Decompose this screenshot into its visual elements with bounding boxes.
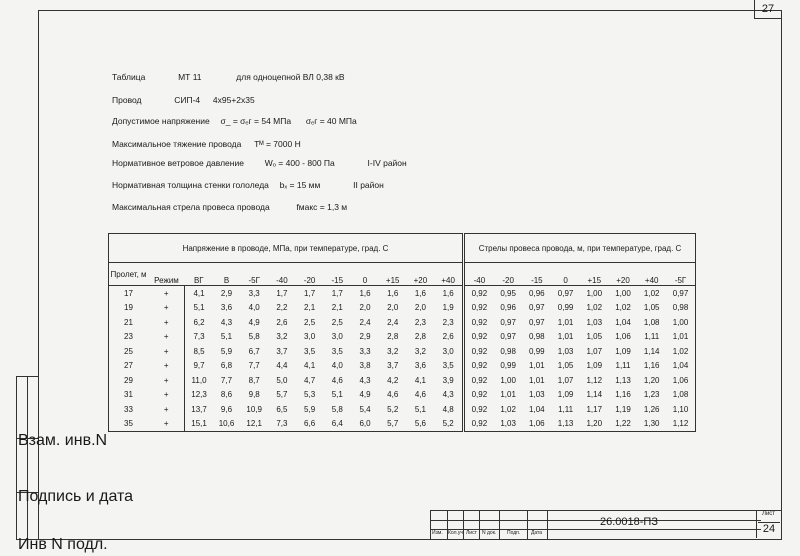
mode-cell: +	[163, 346, 169, 356]
mode-cell: +	[163, 419, 169, 429]
sag-cell: 1,00	[615, 288, 631, 298]
sag-cell: 0,98	[672, 303, 689, 313]
table-description: для одноцепной ВЛ 0,38 кВ	[236, 72, 345, 82]
sag-column-header: 0	[551, 263, 580, 286]
sag-cell: 0,95	[500, 288, 516, 298]
stress-cell: 3,0	[331, 332, 343, 342]
stress-cell: 5,6	[414, 419, 426, 429]
mode-cell: +	[163, 317, 169, 327]
stress-cell: 4,3	[220, 317, 233, 327]
sag-cell: 0,97	[672, 288, 689, 298]
stress-cell: 5,1	[220, 332, 233, 342]
stress-cell: 6,2	[185, 315, 213, 330]
sag-cell: 1,03	[500, 419, 516, 429]
data-table	[108, 233, 696, 432]
stress-cell: 2,5	[304, 317, 316, 327]
stress-cell: 4,7	[304, 375, 316, 385]
stress-cell: 11,0	[185, 373, 213, 388]
wind-region: I-IV район	[367, 158, 407, 168]
stress-column-header: +20	[407, 263, 435, 286]
stress-cell: 3,2	[276, 332, 288, 342]
sag-cell: 1,09	[586, 361, 603, 371]
span-cell: 25	[109, 344, 149, 359]
stress-cell: 7,3	[276, 419, 288, 429]
stress-column-header: -40	[268, 263, 296, 286]
stress-cell: 5,2	[442, 419, 454, 429]
stress-cell: 3,2	[414, 346, 426, 356]
stress-cell: 4,0	[331, 361, 343, 371]
sag-cell: 0,97	[500, 332, 516, 342]
sag-cell: 1,30	[643, 419, 660, 429]
sag-cell: 1,01	[557, 317, 574, 327]
sag-cell: 0,98	[500, 346, 516, 356]
sag-cell: 1,01	[529, 375, 545, 385]
stress-value-2: σₑг = 40 МПа	[305, 116, 357, 126]
sag-cell: 0,97	[557, 288, 574, 298]
stress-cell: 3,7	[387, 361, 399, 371]
stress-cell: 3,3	[248, 288, 260, 298]
stamp-label: Лист	[466, 530, 477, 536]
table-id: МТ 11	[178, 72, 202, 82]
stress-cell: 2,0	[387, 303, 399, 313]
wire-type: СИП-4	[174, 95, 201, 105]
stress-cell: 3,0	[442, 346, 454, 356]
tension-label: Максимальное тяжение провода	[112, 139, 242, 149]
stress-cell: 3,5	[331, 346, 343, 356]
stress-group-title: Напряжение в проводе, МПа, при температуре, град. С	[109, 234, 464, 263]
sag-cell: 1,10	[672, 404, 689, 414]
stress-cell: 1,7	[331, 288, 343, 298]
stress-cell: 5,8	[248, 332, 260, 342]
table-row	[109, 286, 696, 301]
sag-cell: 1,05	[643, 303, 660, 313]
span-cell: 23	[109, 330, 149, 345]
sag-cell: 0,96	[529, 288, 545, 298]
sag-cell: 1,14	[586, 390, 603, 400]
sag-cell: 1,08	[643, 317, 660, 327]
sag-cell: 1,04	[615, 317, 631, 327]
span-cell: 17	[109, 286, 149, 301]
sag-column-header: -5Г	[666, 263, 695, 286]
side-signature-date: Подпись и дата	[18, 488, 134, 505]
sag-cell: 1,01	[557, 332, 574, 342]
sag-cell: 1,09	[615, 346, 631, 356]
stress-cell: 4,6	[414, 390, 426, 400]
stress-cell: 1,6	[414, 288, 426, 298]
stress-cell: 2,0	[359, 303, 371, 313]
mode-cell: +	[163, 361, 169, 371]
table-row	[109, 315, 696, 330]
sag-cell: 1,01	[500, 390, 516, 400]
stress-cell: 2,9	[359, 332, 371, 342]
stress-cell: 8,7	[248, 375, 260, 385]
sag-cell: 1,02	[672, 346, 689, 356]
stress-column-header: -15	[323, 263, 351, 286]
stress-cell: 3,6	[414, 361, 426, 371]
span-cell: 27	[109, 359, 149, 374]
stress-cell: 4,9	[248, 317, 260, 327]
sag-cell: 1,08	[672, 390, 689, 400]
table-row	[109, 417, 696, 432]
stress-cell: 9,6	[220, 404, 233, 414]
table-row	[109, 359, 696, 374]
stress-cell: 3,9	[442, 375, 454, 385]
header-sag-line	[112, 202, 347, 212]
stress-cell: 2,3	[414, 317, 426, 327]
sag-cell: 0,92	[464, 402, 494, 417]
stamp-label: Подп.	[507, 530, 521, 536]
stress-cell: 3,8	[359, 361, 371, 371]
sag-column-header: +40	[637, 263, 666, 286]
span-cell: 33	[109, 402, 149, 417]
stress-cell: 2,6	[442, 332, 454, 342]
stress-cell: 10,9	[246, 404, 262, 414]
mode-cell: +	[163, 332, 169, 342]
stress-cell: 4,2	[387, 375, 399, 385]
table-column-header-row	[109, 263, 696, 286]
stress-label: Допустимое напряжение	[112, 116, 210, 126]
stress-value-1: σ_ = σₑг = 54 МПа	[220, 116, 292, 126]
sag-group-title: Стрелы провеса провода, м, при температуре, град. С	[464, 234, 696, 263]
sag-cell: 1,05	[586, 332, 603, 342]
sag-cell: 0,97	[500, 317, 516, 327]
header-table-line	[112, 72, 345, 82]
table-row	[109, 373, 696, 388]
sag-cell: 1,02	[615, 303, 631, 313]
sag-label: Максимальная стрела провеса провода	[112, 202, 270, 212]
sag-cell: 1,23	[643, 390, 660, 400]
stress-cell: 12,1	[246, 419, 262, 429]
stress-cell: 4,0	[248, 303, 260, 313]
wind-value: Wₒ = 400 - 800 Па	[264, 158, 335, 168]
sag-cell: 1,03	[586, 317, 603, 327]
stress-cell: 5,0	[276, 375, 288, 385]
stress-cell: 7,7	[248, 361, 260, 371]
stress-cell: 2,6	[276, 317, 288, 327]
stress-cell: 5,1	[185, 301, 213, 316]
stress-cell: 5,9	[220, 346, 233, 356]
stress-column-header: -5Г	[240, 263, 268, 286]
span-header: Пролет, м	[109, 263, 149, 286]
stress-cell: 5,1	[331, 390, 343, 400]
sag-cell: 1,03	[557, 346, 574, 356]
span-cell: 21	[109, 315, 149, 330]
mode-cell: +	[163, 404, 169, 414]
stress-cell: 2,1	[331, 303, 343, 313]
stress-cell: 3,5	[442, 361, 454, 371]
stress-cell: 2,9	[220, 288, 233, 298]
stress-cell: 5,9	[304, 404, 316, 414]
stress-column-header: 0	[351, 263, 379, 286]
stress-cell: 3,7	[276, 346, 288, 356]
sag-cell: 0,97	[529, 317, 545, 327]
wind-label: Нормативное ветровое давление	[112, 158, 244, 168]
table-row	[109, 330, 696, 345]
stress-cell: 2,5	[331, 317, 343, 327]
mode-cell: +	[163, 390, 169, 400]
wire-label: Провод	[112, 95, 142, 105]
sag-cell: 0,92	[464, 344, 494, 359]
stress-cell: 2,3	[442, 317, 454, 327]
stress-cell: 1,7	[304, 288, 316, 298]
stress-cell: 2,2	[276, 303, 288, 313]
stamp-label: Изм.	[432, 530, 443, 536]
header-wire-line	[112, 95, 255, 105]
sag-cell: 1,07	[586, 346, 603, 356]
sag-cell: 1,13	[557, 419, 574, 429]
sag-cell: 0,92	[464, 315, 494, 330]
stress-cell: 6,5	[276, 404, 288, 414]
stress-cell: 4,6	[387, 390, 399, 400]
sag-cell: 1,02	[586, 303, 603, 313]
stress-cell: 4,1	[185, 286, 213, 301]
stress-cell: 6,0	[359, 419, 371, 429]
mode-header: Режим	[148, 263, 185, 286]
stress-cell: 2,8	[387, 332, 399, 342]
stress-cell: 5,7	[387, 419, 399, 429]
stress-cell: 4,1	[304, 361, 316, 371]
table-group-header-row	[109, 234, 696, 263]
sag-cell: 1,17	[586, 404, 603, 414]
stress-cell: 3,0	[304, 332, 316, 342]
table-row	[109, 388, 696, 403]
stress-cell: 5,1	[414, 404, 426, 414]
stress-cell: 8,6	[220, 390, 233, 400]
stress-cell: 5,3	[304, 390, 316, 400]
stress-cell: 1,6	[442, 288, 454, 298]
sag-cell: 1,13	[615, 375, 631, 385]
table-row	[109, 301, 696, 316]
sag-cell: 1,12	[586, 375, 603, 385]
sag-cell: 0,92	[464, 301, 494, 316]
stress-cell: 5,8	[331, 404, 343, 414]
sag-column-header: -15	[522, 263, 551, 286]
stress-cell: 4,3	[359, 375, 371, 385]
stress-column-header: ВГ	[185, 263, 213, 286]
mode-cell: +	[163, 288, 169, 298]
sag-cell: 1,01	[529, 361, 545, 371]
stress-cell: 1,7	[276, 288, 288, 298]
sag-cell: 1,05	[557, 361, 574, 371]
sheet-label: Лист	[762, 511, 776, 517]
sag-cell: 1,02	[500, 404, 516, 414]
span-cell: 31	[109, 388, 149, 403]
stress-cell: 4,1	[414, 375, 426, 385]
sag-cell: 1,03	[529, 390, 545, 400]
ice-value: bₓ = 15 мм	[279, 180, 321, 190]
stress-cell: 8,5	[185, 344, 213, 359]
sag-cell: 1,22	[615, 419, 631, 429]
sag-column-header: +15	[580, 263, 609, 286]
sag-cell: 1,06	[529, 419, 545, 429]
sag-cell: 0,92	[464, 388, 494, 403]
stress-cell: 1,9	[442, 303, 454, 313]
sag-cell: 1,11	[615, 361, 631, 371]
sag-cell: 1,04	[529, 404, 545, 414]
sag-cell: 0,97	[529, 303, 545, 313]
mode-cell: +	[163, 375, 169, 385]
stress-cell: 2,4	[359, 317, 371, 327]
sag-cell: 1,07	[557, 375, 574, 385]
sag-cell: 0,96	[500, 303, 516, 313]
stress-cell: 12,3	[185, 388, 213, 403]
table-label: Таблица	[112, 72, 146, 82]
page-number-top: 27	[754, 0, 781, 19]
side-inv-replaced: Взам. инв.N	[18, 432, 108, 449]
stress-cell: 2,0	[414, 303, 426, 313]
stress-cell: 4,3	[442, 390, 454, 400]
side-inv-original: Инв N подл.	[18, 536, 108, 553]
stress-column-header: В	[213, 263, 241, 286]
sag-cell: 1,11	[558, 404, 574, 414]
sag-cell: 1,19	[615, 404, 631, 414]
mode-cell: +	[163, 303, 169, 313]
sag-cell: 1,11	[644, 332, 660, 342]
stamp-label: N док.	[482, 530, 497, 536]
sag-cell: 1,12	[672, 419, 689, 429]
stress-column-header: +15	[379, 263, 407, 286]
sag-cell: 0,92	[464, 417, 494, 432]
sag-cell: 1,14	[643, 346, 660, 356]
stress-cell: 4,4	[276, 361, 288, 371]
sag-cell: 0,99	[557, 303, 574, 313]
stress-column-header: +40	[434, 263, 463, 286]
sag-cell: 0,98	[529, 332, 545, 342]
tension-value: Tᴹ = 7000 Н	[254, 139, 301, 149]
sheet-number: 24	[758, 522, 780, 535]
stress-cell: 5,4	[359, 404, 371, 414]
header-stress-line	[112, 116, 357, 126]
ice-region: II район	[353, 180, 384, 190]
ice-label: Нормативная толщина стенки гололеда	[112, 180, 269, 190]
sag-cell: 0,92	[464, 373, 494, 388]
sag-cell: 1,04	[672, 361, 689, 371]
stamp-label: Дата	[531, 530, 543, 536]
sag-cell: 0,99	[529, 346, 545, 356]
stamp-label: Кол.уч	[448, 530, 463, 536]
stress-cell: 7,7	[220, 375, 233, 385]
sag-cell: 1,20	[643, 375, 660, 385]
stress-cell: 5,2	[387, 404, 399, 414]
stress-cell: 15,1	[185, 417, 213, 432]
table-row	[109, 344, 696, 359]
stress-cell: 4,9	[359, 390, 371, 400]
stress-cell: 3,6	[220, 303, 233, 313]
sag-cell: 1,20	[586, 419, 603, 429]
stress-cell: 9,8	[248, 390, 260, 400]
stress-cell: 4,6	[331, 375, 343, 385]
sag-cell: 1,00	[500, 375, 516, 385]
sag-column-header: -40	[464, 263, 494, 286]
stress-cell: 3,5	[304, 346, 316, 356]
document-code: 26.0018-ПЗ	[600, 516, 658, 528]
stress-cell: 3,2	[387, 346, 399, 356]
stress-cell: 2,4	[387, 317, 399, 327]
sag-cell: 0,99	[500, 361, 516, 371]
sag-cell: 1,16	[615, 390, 631, 400]
sag-cell: 1,26	[643, 404, 660, 414]
span-cell: 29	[109, 373, 149, 388]
stress-cell: 2,1	[304, 303, 316, 313]
stress-cell: 1,6	[359, 288, 371, 298]
header-ice-line	[112, 180, 384, 190]
stress-cell: 6,8	[220, 361, 233, 371]
sag-cell: 1,06	[615, 332, 631, 342]
stress-cell: 6,7	[248, 346, 260, 356]
sag-cell: 1,02	[643, 288, 660, 298]
stress-cell: 2,8	[414, 332, 426, 342]
side-stamp-divider	[27, 376, 28, 538]
sag-cell: 1,01	[672, 332, 689, 342]
header-tension-line	[112, 139, 301, 149]
stress-cell: 6,4	[331, 419, 343, 429]
stress-cell: 5,7	[276, 390, 288, 400]
sag-cell: 1,06	[672, 375, 689, 385]
sag-cell: 0,92	[464, 330, 494, 345]
stress-cell: 4,8	[442, 404, 454, 414]
stress-cell: 7,3	[185, 330, 213, 345]
table-row	[109, 402, 696, 417]
sag-cell: 1,00	[586, 288, 603, 298]
sag-cell: 0,92	[464, 359, 494, 374]
stress-cell: 10,6	[218, 419, 235, 429]
sag-cell: 1,00	[672, 317, 689, 327]
stress-cell: 13,7	[185, 402, 213, 417]
wire-size: 4х95+2х35	[212, 95, 255, 105]
sag-value: fмакс = 1,3 м	[296, 202, 348, 212]
header-wind-line	[112, 158, 407, 168]
sag-column-header: +20	[609, 263, 638, 286]
span-cell: 35	[109, 417, 149, 432]
sag-cell: 1,09	[557, 390, 574, 400]
stress-cell: 9,7	[185, 359, 213, 374]
sag-cell: 1,16	[643, 361, 660, 371]
stress-cell: 1,6	[387, 288, 399, 298]
stress-column-header: -20	[296, 263, 324, 286]
stress-cell: 6,6	[304, 419, 316, 429]
stress-cell: 3,3	[359, 346, 371, 356]
sag-cell: 0,92	[464, 286, 494, 301]
span-cell: 19	[109, 301, 149, 316]
sag-column-header: -20	[494, 263, 523, 286]
